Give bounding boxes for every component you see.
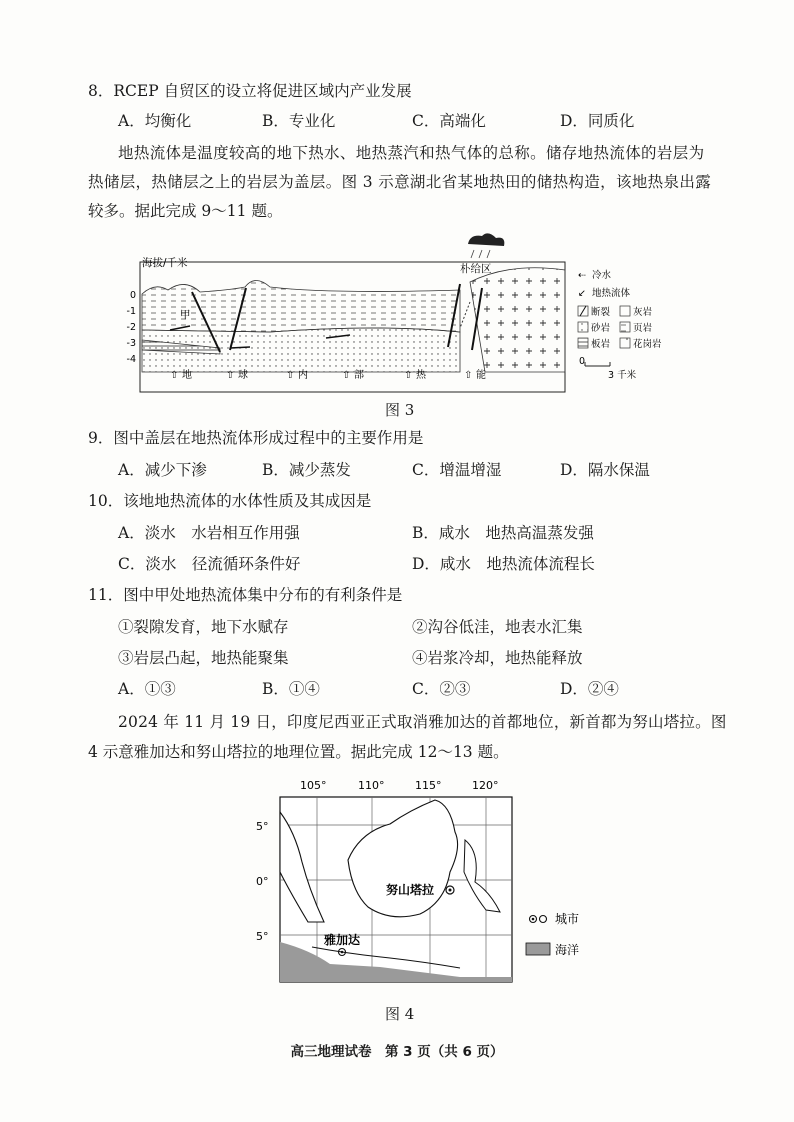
shale-layer <box>142 281 460 333</box>
svg-text:⇧: ⇧ <box>170 370 179 381</box>
figure-3-diagram <box>126 232 670 397</box>
lon-115: 115° <box>415 779 442 792</box>
figure-4-caption: 图 4 <box>385 1005 415 1023</box>
q8-option-b: B．专业化 <box>262 112 336 130</box>
legend-shale: 页岩 <box>633 323 653 334</box>
q8-option-c: C．高端化 <box>412 112 486 130</box>
bottom-char-6: 能 <box>476 370 486 381</box>
svg-text:⇧: ⇧ <box>286 370 295 381</box>
legend-geothermal-fluid: 地热流体 <box>592 288 631 299</box>
legend-cold-water: 冷水 <box>592 270 612 281</box>
scale-value: 3 千米 <box>608 370 637 381</box>
passage1-line1: 地热流体是温度较高的地下热水、地热蒸汽和热气体的总称。储存地热流体的岩层为 <box>118 144 705 162</box>
q11-statement-2: ②沟谷低洼，地表水汇集 <box>412 618 583 636</box>
legend-ocean-swatch <box>526 943 550 955</box>
q11-stem: 11．图中甲处地热流体集中分布的有利条件是 <box>88 586 403 604</box>
q9-option-b: B．减少蒸发 <box>262 461 351 479</box>
point-jia: 甲 <box>180 309 191 321</box>
q9-option-a: A．减少下渗 <box>118 461 207 479</box>
bottom-char-3: 内 <box>298 370 308 381</box>
figure-3-caption: 图 3 <box>385 401 415 419</box>
q11-option-d: D．②④ <box>560 680 619 698</box>
legend-granite: 花岗岩 <box>633 339 662 350</box>
legend-sandstone: 砂岩 <box>591 323 611 334</box>
y-tick-1: -1 <box>126 306 136 317</box>
bottom-char-4: 部 <box>354 370 364 381</box>
bottom-char-2: 球 <box>238 370 248 381</box>
lon-110: 110° <box>358 779 385 792</box>
legend-slate: 板岩 <box>591 339 611 350</box>
passage2-line1: 2024 年 11 月 19 日，印度尼西亚正式取消雅加达的首都地位，新首都为努山塔拉。图 <box>118 713 727 731</box>
q11-statement-3: ③岩层凸起，地热能聚集 <box>118 649 289 667</box>
q10-option-d: D．咸水 地热流体流程长 <box>412 555 595 573</box>
legend-arrow-cold: ⇠ <box>578 270 586 281</box>
q10-stem: 10．该地地热流体的水体性质及其成因是 <box>88 492 372 510</box>
q10-option-b: B．咸水 地热高温蒸发强 <box>412 524 594 542</box>
y-tick-0: 0 <box>129 290 136 301</box>
lat-0: 0° <box>256 875 269 888</box>
bottom-char-1: 地 <box>182 370 192 381</box>
page-footer: 高三地理试卷 第 3 页（共 6 页） <box>290 1044 504 1060</box>
q10-option-c: C．淡水 径流循环条件好 <box>118 555 301 573</box>
city-jakarta: 雅加达 <box>324 933 361 947</box>
area-label: 朴给区 <box>460 263 492 275</box>
svg-text:⇧: ⇧ <box>464 370 473 381</box>
legend-limestone: 灰岩 <box>633 307 653 318</box>
legend-fault: 断裂 <box>591 307 611 318</box>
granite-body <box>470 268 565 372</box>
passage1-line3: 较多。据此完成 9～11 题。 <box>88 202 283 220</box>
q11-option-c: C．②③ <box>412 680 471 698</box>
svg-text:⇧: ⇧ <box>226 370 235 381</box>
q11-option-b: B．①④ <box>262 680 320 698</box>
bottom-char-5: 热 <box>416 370 426 381</box>
y-tick-3: -3 <box>126 338 136 349</box>
y-tick-2: -2 <box>126 322 136 333</box>
q9-stem: 9．图中盖层在地热流体形成过程中的主要作用是 <box>88 429 424 447</box>
q9-option-d: D．隔水保温 <box>560 461 650 479</box>
y-axis-title: 海拔/千米 <box>142 257 188 269</box>
q8-stem: 8．RCEP 自贸区的设立将促进区域内产业发展 <box>88 82 412 100</box>
lon-105: 105° <box>300 779 327 792</box>
q8-option-a: A．均衡化 <box>118 112 192 130</box>
passage2-line2: 4 示意雅加达和努山塔拉的地理位置。据此完成 12～13 题。 <box>88 743 509 761</box>
scale-zero: 0 <box>579 356 586 367</box>
rain-icon <box>471 250 490 258</box>
q10-option-a: A．淡水 水岩相互作用强 <box>118 524 300 542</box>
q11-option-a: A．①③ <box>118 680 176 698</box>
legend-city: 城市 <box>555 912 580 926</box>
q8-option-d: D．同质化 <box>560 112 635 130</box>
legend-arrow-fluid: ↙ <box>578 288 586 299</box>
figure-4-map <box>250 772 600 1002</box>
q11-statement-1: ①裂隙发育，地下水赋存 <box>118 618 289 636</box>
q9-option-c: C．增温增湿 <box>412 461 502 479</box>
city-nusantara: 努山塔拉 <box>386 883 435 897</box>
q11-statement-4: ④岩浆冷却，地热能释放 <box>412 649 583 667</box>
lat-5n: 5° <box>256 820 269 833</box>
passage1-line2: 热储层，热储层之上的岩层为盖层。图 3 示意湖北省某地热田的储热构造，该地热泉出露 <box>88 173 712 191</box>
svg-text:⇧: ⇧ <box>404 370 413 381</box>
lon-120: 120° <box>472 779 499 792</box>
y-tick-4: -4 <box>126 354 136 365</box>
legend-ocean: 海洋 <box>555 943 580 957</box>
svg-text:⇧: ⇧ <box>342 370 351 381</box>
lat-5s: 5° <box>256 930 269 943</box>
rain-cloud-icon <box>468 233 504 246</box>
